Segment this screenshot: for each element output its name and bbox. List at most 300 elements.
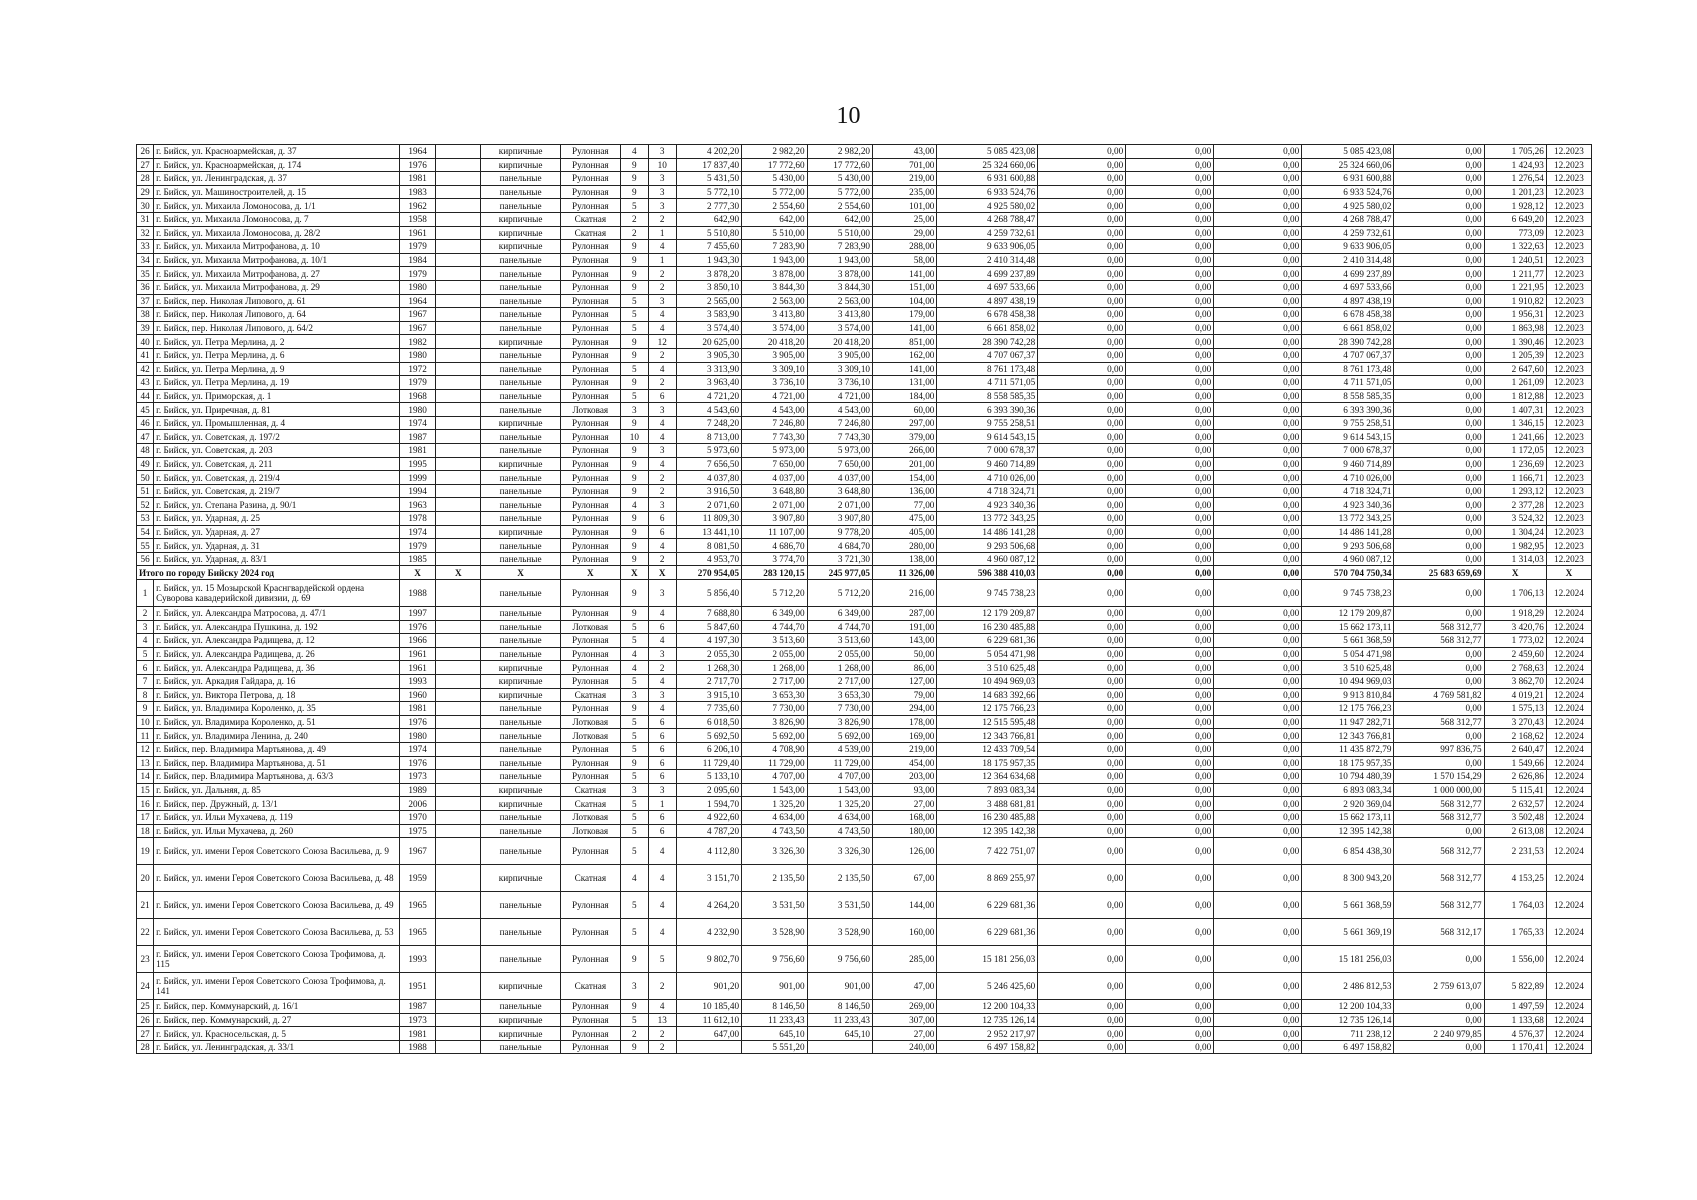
table-cell (436, 389, 481, 403)
table-cell: кирпичные (481, 661, 560, 675)
table-cell: 12 175 766,23 (1302, 702, 1394, 716)
table-cell: 4 684,70 (807, 539, 872, 553)
table-cell: 3 502,48 (1484, 810, 1546, 824)
table-cell: 3 (648, 444, 676, 458)
table-cell: 12.2023 (1546, 267, 1591, 281)
table-cell: Рулонная (560, 702, 620, 716)
table-cell: панельные (481, 389, 560, 403)
table-row (137, 362, 1592, 376)
table-cell: 0,00 (1038, 226, 1126, 240)
table-cell: 0,00 (1038, 212, 1126, 226)
table-cell: 14 (137, 770, 154, 784)
table-cell: 0,00 (1126, 280, 1214, 294)
table-cell: 6 931 600,88 (1302, 172, 1394, 186)
table-cell: 4 697 533,66 (1302, 280, 1394, 294)
table-row (137, 145, 1592, 159)
table-cell: 0,00 (1214, 444, 1302, 458)
table-cell: 5 115,41 (1484, 783, 1546, 797)
table-cell: 642,00 (742, 212, 807, 226)
table-cell: 0,00 (1038, 376, 1126, 390)
table-cell: 1975 (399, 824, 435, 838)
table-cell: 0,00 (1126, 634, 1214, 648)
table-cell: 12 175 766,23 (937, 702, 1038, 716)
table-cell: 10 494 969,03 (937, 674, 1038, 688)
table-cell (436, 403, 481, 417)
table-cell: 5 (620, 810, 648, 824)
table-cell: 0,00 (1038, 892, 1126, 919)
table-cell: 0,00 (1394, 512, 1484, 526)
housing-repair-table (136, 144, 1592, 1054)
table-cell: 14 486 141,28 (937, 525, 1038, 539)
table-cell: 5 (620, 294, 648, 308)
table-cell: 5 847,60 (676, 620, 741, 634)
table-cell: 3 574,40 (676, 321, 741, 335)
table-cell: панельные (481, 715, 560, 729)
table-cell: панельные (481, 430, 560, 444)
table-cell: 34 (137, 253, 154, 267)
table-cell: 27,00 (873, 797, 937, 811)
table-cell: 0,00 (1214, 688, 1302, 702)
table-cell: 17 772,60 (807, 158, 872, 172)
table-cell: 9 (620, 172, 648, 186)
table-cell: г. Бийск, ул. Ударная, д. 27 (154, 525, 400, 539)
table-cell: 1 910,82 (1484, 294, 1546, 308)
table-cell: г. Бийск, ул. Красноармейская, д. 174 (154, 158, 400, 172)
table-cell: кирпичные (481, 457, 560, 471)
table-cell: г. Бийск, ул. Михаила Ломоносова, д. 28/2 (154, 226, 400, 240)
table-cell: 0,00 (1038, 267, 1126, 281)
table-cell: г. Бийск, ул. Владимира Короленко, д. 35 (154, 702, 400, 716)
table-cell: 2 717,70 (676, 674, 741, 688)
table-cell: кирпичные (481, 226, 560, 240)
table-cell: 1 706,13 (1484, 580, 1546, 607)
table-cell: 13 772 343,25 (937, 512, 1038, 526)
table-cell: 1 166,71 (1484, 471, 1546, 485)
table-cell: 38 (137, 308, 154, 322)
table-cell: 0,00 (1394, 199, 1484, 213)
table-row (137, 770, 1592, 784)
table-cell: 773,09 (1484, 226, 1546, 240)
table-cell: 1984 (399, 253, 435, 267)
table-cell: 0,00 (1394, 484, 1484, 498)
table-cell: г. Бийск, пер. Коммунарский, д. 16/1 (154, 1000, 400, 1014)
table-cell: 0,00 (1394, 348, 1484, 362)
table-cell: 2 647,60 (1484, 362, 1546, 376)
table-cell: 6 933 524,76 (937, 185, 1038, 199)
table-cell: 3 878,00 (807, 267, 872, 281)
table-cell: 4 925 580,02 (1302, 199, 1394, 213)
table-row (137, 525, 1592, 539)
table-cell: Рулонная (560, 444, 620, 458)
table-cell: 5 772,10 (676, 185, 741, 199)
table-cell: 1988 (399, 580, 435, 607)
table-cell: 6 (648, 389, 676, 403)
table-cell: 43 (137, 376, 154, 390)
table-cell: 1 268,30 (676, 661, 741, 675)
table-cell: 3 (648, 647, 676, 661)
table-cell: 0,00 (1038, 362, 1126, 376)
table-cell: 5 551,20 (742, 1040, 807, 1054)
table-cell: 0,00 (1126, 702, 1214, 716)
table-cell: 0,00 (1394, 580, 1484, 607)
table-cell: 1 (648, 226, 676, 240)
table-cell: 1993 (399, 674, 435, 688)
table-cell: 12.2023 (1546, 294, 1591, 308)
table-cell: 12.2023 (1546, 348, 1591, 362)
table-cell: 7 (137, 674, 154, 688)
table-cell: кирпичные (481, 145, 560, 159)
table-cell: 0,00 (1126, 145, 1214, 159)
table-cell: 2 071,60 (676, 498, 741, 512)
table-cell: 4 019,21 (1484, 688, 1546, 702)
table-row (137, 1040, 1592, 1054)
table-cell: 4 (648, 416, 676, 430)
table-cell: 2 563,00 (807, 294, 872, 308)
table-cell: 1 (137, 580, 154, 607)
table-cell: 4 960 087,12 (1302, 552, 1394, 566)
table-cell: Скатная (560, 688, 620, 702)
table-cell: 5 085 423,08 (1302, 145, 1394, 159)
table-cell: 0,00 (1038, 539, 1126, 553)
table-cell: Лотковая (560, 824, 620, 838)
table-cell: 1 863,98 (1484, 321, 1546, 335)
table-cell: 0,00 (1126, 308, 1214, 322)
table-cell: 997 836,75 (1394, 742, 1484, 756)
table-cell: 2 (620, 226, 648, 240)
table-cell: 4 264,20 (676, 892, 741, 919)
table-cell: Рулонная (560, 512, 620, 526)
table-cell: 568 312,77 (1394, 892, 1484, 919)
table-cell: 0,00 (1214, 661, 1302, 675)
table-cell: 0,00 (1394, 416, 1484, 430)
table-cell: 12.2024 (1546, 946, 1591, 973)
table-cell: 0,00 (1038, 321, 1126, 335)
table-cell: 0,00 (1394, 362, 1484, 376)
table-cell: 4 576,37 (1484, 1027, 1546, 1041)
table-cell: 1 261,09 (1484, 376, 1546, 390)
table-cell: 12.2024 (1546, 620, 1591, 634)
table-cell: 4 (648, 674, 676, 688)
table-cell: Рулонная (560, 253, 620, 267)
table-cell: 3 648,80 (742, 484, 807, 498)
table-row (137, 185, 1592, 199)
table-cell: 6 649,20 (1484, 212, 1546, 226)
table-cell: 39 (137, 321, 154, 335)
table-cell: 1 304,24 (1484, 525, 1546, 539)
table-cell: 219,00 (873, 172, 937, 186)
table-cell: 41 (137, 348, 154, 362)
table-cell: 1980 (399, 729, 435, 743)
table-cell: 10 185,40 (676, 1000, 741, 1014)
table-cell: 2 (648, 661, 676, 675)
table-cell (436, 647, 481, 661)
table-cell: 2 (620, 212, 648, 226)
table-cell: 245 977,05 (807, 566, 872, 580)
table-cell: 568 312,77 (1394, 838, 1484, 865)
table-cell (436, 308, 481, 322)
table-cell: 12.2024 (1546, 838, 1591, 865)
table-cell: 288,00 (873, 240, 937, 254)
table-row (137, 539, 1592, 553)
table-cell: 47 (137, 430, 154, 444)
table-cell: 4 (648, 634, 676, 648)
table-cell: 29 (137, 185, 154, 199)
table-cell: 5 (620, 362, 648, 376)
table-cell: 0,00 (1214, 267, 1302, 281)
table-cell: 12.2024 (1546, 770, 1591, 784)
table-cell: 0,00 (1214, 865, 1302, 892)
table-cell: 9 (620, 416, 648, 430)
table-cell: 0,00 (1214, 539, 1302, 553)
table-cell (436, 607, 481, 621)
table-cell: 23 (137, 946, 154, 973)
table-cell: панельные (481, 498, 560, 512)
table-cell: 9 755 258,51 (937, 416, 1038, 430)
table-cell (436, 240, 481, 254)
table-cell: панельные (481, 838, 560, 865)
table-cell: 12.2024 (1546, 688, 1591, 702)
table-cell: 2 240 979,85 (1394, 1027, 1484, 1041)
table-cell: 4 037,80 (676, 471, 741, 485)
table-cell: 2 (648, 267, 676, 281)
table-cell: 1973 (399, 770, 435, 784)
table-cell: 4 686,70 (742, 539, 807, 553)
table-cell: 6 229 681,36 (937, 634, 1038, 648)
table-cell: г. Бийск, ул. Ударная, д. 25 (154, 512, 400, 526)
table-cell: 26 (137, 145, 154, 159)
table-cell: 4 923 340,36 (1302, 498, 1394, 512)
table-cell: 12.2024 (1546, 729, 1591, 743)
table-cell: 0,00 (1214, 566, 1302, 580)
table-cell: 17 837,40 (676, 158, 741, 172)
table-cell: 3 326,30 (807, 838, 872, 865)
table-cell: 3 (648, 688, 676, 702)
table-cell (436, 335, 481, 349)
table-cell: 12 735 126,14 (1302, 1013, 1394, 1027)
table-cell: 12.2024 (1546, 756, 1591, 770)
table-cell: 1976 (399, 158, 435, 172)
table-cell: 12 433 709,54 (937, 742, 1038, 756)
table-cell: 4 960 087,12 (937, 552, 1038, 566)
table-cell: 7 688,80 (676, 607, 741, 621)
table-cell: г. Бийск, пер. Николая Липового, д. 61 (154, 294, 400, 308)
table-cell: 47,00 (873, 973, 937, 1000)
table-cell: 26 (137, 1013, 154, 1027)
table-cell: 0,00 (1214, 240, 1302, 254)
table-cell: 168,00 (873, 810, 937, 824)
table-cell: Рулонная (560, 158, 620, 172)
table-cell: 454,00 (873, 756, 937, 770)
table-cell: г. Бийск, ул. имени Героя Советского Союза Трофимова, д. 141 (154, 973, 400, 1000)
table-cell: 235,00 (873, 185, 937, 199)
table-cell: 12.2024 (1546, 865, 1591, 892)
table-cell: 3 (620, 688, 648, 702)
table-cell: 0,00 (1038, 729, 1126, 743)
table-cell: 0,00 (1214, 471, 1302, 485)
table-cell: 0,00 (1038, 783, 1126, 797)
table-cell: 0,00 (1214, 185, 1302, 199)
table-cell: 1967 (399, 321, 435, 335)
table-row (137, 919, 1592, 946)
table-cell: г. Бийск, ул. Михаила Ломоносова, д. 7 (154, 212, 400, 226)
table-cell: X (560, 566, 620, 580)
table-cell: 4 743,50 (807, 824, 872, 838)
table-cell: X (436, 566, 481, 580)
table-cell: 0,00 (1038, 294, 1126, 308)
table-cell: 0,00 (1038, 702, 1126, 716)
table-cell (436, 512, 481, 526)
table-cell: 3 (648, 783, 676, 797)
table-cell: 6 (648, 512, 676, 526)
table-cell: г. Бийск, ул. Приречная, д. 81 (154, 403, 400, 417)
table-row (137, 1013, 1592, 1027)
table-cell: Рулонная (560, 376, 620, 390)
table-cell: 12.2023 (1546, 280, 1591, 294)
table-cell: 4 744,70 (807, 620, 872, 634)
table-cell: 0,00 (1038, 240, 1126, 254)
table-cell: 3 420,76 (1484, 620, 1546, 634)
table-cell: 2 613,08 (1484, 824, 1546, 838)
table-cell (436, 362, 481, 376)
table-cell: 178,00 (873, 715, 937, 729)
table-cell: 136,00 (873, 484, 937, 498)
table-cell: панельные (481, 267, 560, 281)
table-cell: 20 (137, 865, 154, 892)
table-cell (436, 348, 481, 362)
table-cell: 0,00 (1214, 756, 1302, 770)
table-cell: 1 205,39 (1484, 348, 1546, 362)
table-cell: 28 (137, 172, 154, 186)
table-cell: 0,00 (1038, 647, 1126, 661)
table-cell (807, 1040, 872, 1054)
table-cell: 0,00 (1394, 539, 1484, 553)
table-row (137, 824, 1592, 838)
table-cell: 4 769 581,82 (1394, 688, 1484, 702)
table-cell: 0,00 (1038, 674, 1126, 688)
table-cell: 3 907,80 (742, 512, 807, 526)
table-cell: Рулонная (560, 348, 620, 362)
table-cell: 3 510 625,48 (937, 661, 1038, 675)
table-row (137, 810, 1592, 824)
table-cell: панельные (481, 199, 560, 213)
table-cell: 1 325,20 (742, 797, 807, 811)
table-cell: кирпичные (481, 416, 560, 430)
table-cell: 1980 (399, 348, 435, 362)
table-cell: 12 395 142,38 (937, 824, 1038, 838)
table-cell: 568 312,77 (1394, 620, 1484, 634)
table-cell: кирпичные (481, 783, 560, 797)
table-cell: 67,00 (873, 865, 937, 892)
table-cell: 0,00 (1214, 403, 1302, 417)
table-cell: 5 510,00 (742, 226, 807, 240)
table-cell: 0,00 (1038, 756, 1126, 770)
table-cell: 4 711 571,05 (1302, 376, 1394, 390)
table-cell: 645,10 (807, 1027, 872, 1041)
table-cell: 0,00 (1394, 376, 1484, 390)
table-cell: Рулонная (560, 498, 620, 512)
table-cell: 5 133,10 (676, 770, 741, 784)
table-cell: 1959 (399, 865, 435, 892)
table-cell: 0,00 (1126, 484, 1214, 498)
table-cell: 711 238,12 (1302, 1027, 1394, 1041)
table-cell: 4 953,70 (676, 552, 741, 566)
table-cell: 10 (648, 158, 676, 172)
table-row (137, 512, 1592, 526)
table-row (137, 946, 1592, 973)
table-cell: 1 268,00 (807, 661, 872, 675)
table-cell: 7 000 678,37 (1302, 444, 1394, 458)
table-cell: 0,00 (1394, 308, 1484, 322)
table-cell: кирпичные (481, 865, 560, 892)
table-cell: Рулонная (560, 484, 620, 498)
table-cell: 8 869 255,97 (937, 865, 1038, 892)
table-cell: 12 179 209,87 (937, 607, 1038, 621)
table-cell: Рулонная (560, 471, 620, 485)
table-cell: 0,00 (1038, 1027, 1126, 1041)
table-cell: 647,00 (676, 1027, 741, 1041)
table-cell: 3 (620, 403, 648, 417)
table-cell: 11 (137, 729, 154, 743)
table-cell: 9 (620, 457, 648, 471)
table-cell: 3 513,60 (742, 634, 807, 648)
table-cell: 1987 (399, 1000, 435, 1014)
table-cell: 40 (137, 335, 154, 349)
table-cell: 5 772,00 (807, 185, 872, 199)
table-row (137, 552, 1592, 566)
table-cell: 7 650,00 (742, 457, 807, 471)
table-cell: 3 326,30 (742, 838, 807, 865)
table-cell: 0,00 (1394, 1040, 1484, 1054)
table-cell: 0,00 (1394, 185, 1484, 199)
table-cell: 12.2023 (1546, 471, 1591, 485)
table-cell: Рулонная (560, 294, 620, 308)
table-cell: 4 925 580,02 (937, 199, 1038, 213)
table-row (137, 280, 1592, 294)
table-cell: 0,00 (1038, 552, 1126, 566)
table-cell: 287,00 (873, 607, 937, 621)
table-cell (436, 674, 481, 688)
table-cell: 1999 (399, 471, 435, 485)
table-cell: 4 707,00 (742, 770, 807, 784)
table-cell: 2 717,00 (807, 674, 872, 688)
table-cell: 203,00 (873, 770, 937, 784)
table-row (137, 484, 1592, 498)
table-cell: 162,00 (873, 348, 937, 362)
table-cell: 4 259 732,61 (937, 226, 1038, 240)
table-cell: 3 862,70 (1484, 674, 1546, 688)
table-cell: 0,00 (1214, 797, 1302, 811)
table-row (137, 321, 1592, 335)
table-row (137, 376, 1592, 390)
table-cell: 180,00 (873, 824, 937, 838)
table-row (137, 457, 1592, 471)
table-cell: 27,00 (873, 1027, 937, 1041)
table-cell: 0,00 (1126, 185, 1214, 199)
table-cell: 0,00 (1038, 253, 1126, 267)
table-cell: 0,00 (1126, 688, 1214, 702)
table-cell: 0,00 (1038, 348, 1126, 362)
table-cell: 0,00 (1126, 226, 1214, 240)
table-cell (436, 416, 481, 430)
table-cell: 1 543,00 (742, 783, 807, 797)
table-cell: 8 761 173,48 (937, 362, 1038, 376)
table-cell: 2 (648, 973, 676, 1000)
table-cell: 8 761 173,48 (1302, 362, 1394, 376)
table-cell: 22 (137, 919, 154, 946)
table-cell: 0,00 (1214, 647, 1302, 661)
table-cell: 6 349,00 (807, 607, 872, 621)
table-cell: 0,00 (1394, 729, 1484, 743)
